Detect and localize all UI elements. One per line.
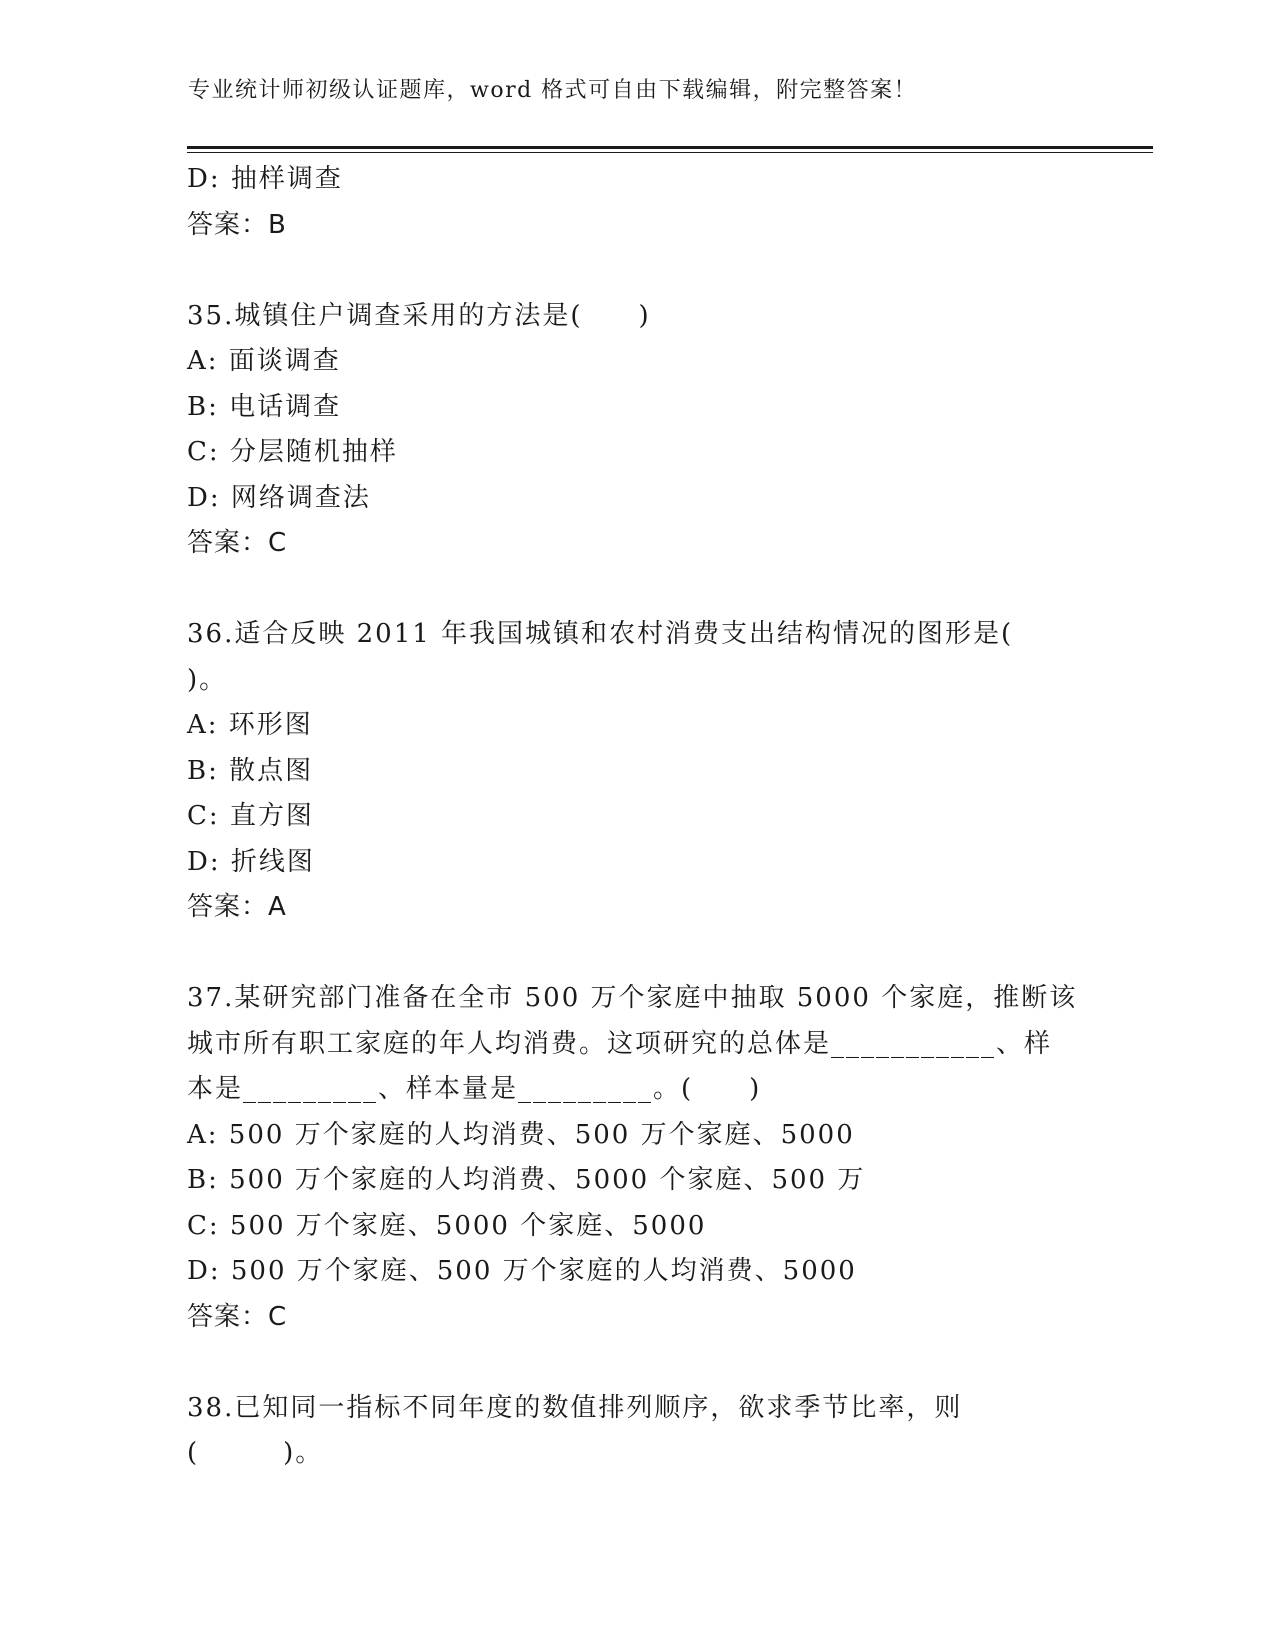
q37-stem-line1: 37.某研究部门准备在全市 500 万个家庭中抽取 5000 个家庭，推断该 [187, 983, 1078, 1013]
q37-answer: 答案：C [187, 1301, 288, 1332]
q35-stem: 35.城镇住户调查采用的方法是( ) [187, 300, 651, 331]
q36-stem-line2: )。 [187, 664, 228, 695]
q38-stem-line2: ( )。 [187, 1438, 324, 1468]
spacer [187, 567, 1087, 613]
header-rule-thin [187, 152, 1153, 153]
q35-option-d: D: 网络调查法 [187, 482, 371, 513]
prev-answer: 答案：B [187, 209, 287, 240]
q36-option-a: A: 环形图 [187, 710, 313, 740]
q37-option-c: C: 500 万个家庭、5000 个家庭、5000 [187, 1210, 707, 1241]
q36-stem-line1: 36.适合反映 2011 年我国城镇和农村消费支出结构情况的图形是( [187, 619, 1014, 649]
q36-answer: 答案：A [187, 892, 287, 922]
q37-option-a: A: 500 万个家庭的人均消费、500 万个家庭、5000 [187, 1119, 855, 1150]
q36-option-b: B: 散点图 [187, 755, 314, 786]
q37-option-d: D: 500 万个家庭、500 万个家庭的人均消费、5000 [187, 1256, 857, 1286]
q38-stem-line1: 38.已知同一指标不同年度的数值排列顺序，欲求季节比率，则 [187, 1392, 963, 1423]
header-rule [187, 146, 1153, 149]
prev-option-d: D: 抽样调查 [187, 164, 343, 194]
spacer [187, 931, 1087, 977]
q36-option-c: C: 直方图 [187, 801, 314, 831]
q35-option-c: C: 分层随机抽样 [187, 437, 398, 467]
q37-stem-line3: 本是_________、样本量是_________。( ) [187, 1074, 762, 1104]
q37-option-b: B: 500 万个家庭的人均消费、5000 个家庭、500 万 [187, 1165, 866, 1195]
q35-option-a: A: 面谈调查 [187, 346, 341, 376]
spacer [187, 248, 1087, 294]
q36-option-d: D: 折线图 [187, 846, 315, 877]
q35-option-b: B: 电话调查 [187, 391, 342, 422]
page-header: 专业统计师初级认证题库，word 格式可自由下载编辑，附完整答案！ [188, 78, 918, 103]
spacer [187, 1340, 1087, 1386]
q35-answer: 答案：C [187, 528, 288, 558]
q37-stem-line2: 城市所有职工家庭的年人均消费。这项研究的总体是___________、样 [187, 1028, 1053, 1059]
question-content [187, 157, 1087, 1477]
